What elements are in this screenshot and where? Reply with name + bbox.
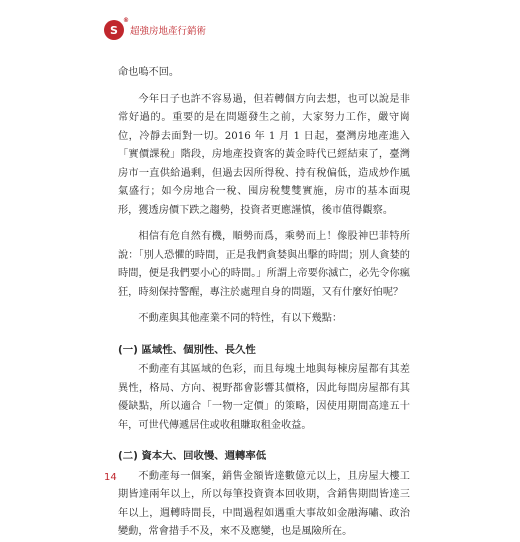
section-heading-1: (一) 區域性、個別性、長久性 — [118, 343, 256, 356]
paragraph-characteristics-intro: 不動產與其他產業不同的特性，有以下幾點： — [138, 313, 343, 324]
registered-mark: ® — [123, 17, 129, 24]
section-heading-2: (二) 資本大、回收慢、週轉率低 — [118, 450, 267, 462]
paragraph-continuation: 命也嗚不回。 — [118, 67, 180, 78]
paragraph-regional: 不動產有其區域的色彩，而且每塊土地與每棟房屋都有其差異性，格局、方向、視野都會影響其價格，因此每間房屋都有其優缺點，所以適合「一物一定價」的策略，因使用期間高達五十年，可世代傳遞居住或收租賺取租金收益。 — [118, 364, 410, 431]
paragraph-buffett-quote: 相信有危自然有機，順勢而爲，乘勢而上！像股神巴菲特所說：「別人恐懼的時間，正是我們貪婪與出擊的時間；別人貪婪的時間，便是我們要小心的時間。」所謂上帝要你滅亡，必先令你瘋狂，時刻保持警醒，專注於處理自身的問題，又有什麼好怕呢？ — [118, 231, 410, 298]
page-number: 14 — [104, 472, 117, 483]
paragraph-market-outlook: 今年日子也許不容易過，但若轉個方向去想，也可以說是非常好過的。重要的是在問題發生之前，大家努力工作，嚴守崗位，冷靜去面對一切。2016 年 1 月 1 日起，臺灣房地產進入「實價課稅」階段，房地產投資客的黃金時代已經結束了，臺灣房市一直供給過剩，但過去因所得稅、持有稅偏低，造成炒作風氣盛行；如今房地合一稅、囤房稅雙雙實施，房市的基本面現形，獲透房價下跌之趨勢，投資者更應謹慎，後市值得觀察。 — [118, 93, 410, 216]
book-title: 超強房地產行銷術 — [130, 26, 207, 37]
logo-letter: S — [110, 23, 118, 37]
paragraph-capital: 不動產每一個案，銷售金額皆達數億元以上，且房屋大樓工期皆達兩年以上，所以每筆投資資本回收期，含銷售期間皆達三年以上，週轉時間長，中間過程如遇重大事故如金融海嘯、政治變動，常會措手不及，來不及應變，也是風險所在。 — [118, 470, 410, 537]
running-header — [104, 17, 207, 40]
page-body — [118, 64, 410, 542]
publisher-logo-icon — [104, 17, 129, 40]
